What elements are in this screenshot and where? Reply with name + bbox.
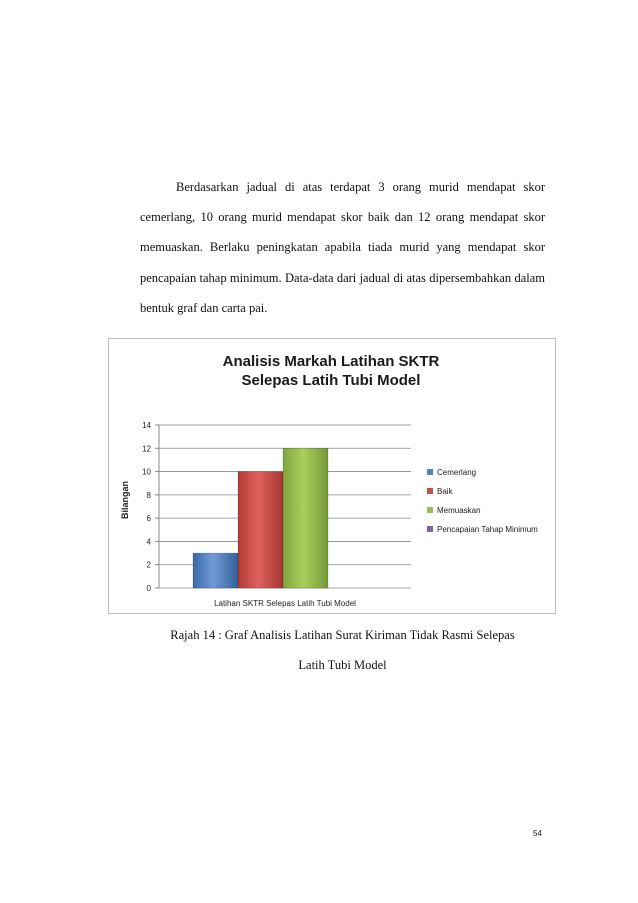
bar-cemerlang: [193, 553, 238, 588]
y-tick-label: 12: [142, 444, 151, 454]
y-tick-label: 8: [146, 490, 151, 500]
legend-swatch: [427, 488, 433, 494]
bar-baik: [238, 472, 283, 588]
y-tick-label: 14: [142, 421, 151, 430]
y-axis-label: Bilangan: [120, 480, 130, 520]
legend-swatch: [427, 507, 433, 513]
paragraph-text: Berdasarkan jadual di atas terdapat 3 orang murid mendapat skor cemerlang, 10 orang murid mendapat skor baik dan 12 orang mendapat skor memuaskan. Berlaku peningkatan apabila tiada murid yang mendapat skor pencapaian tahap minimum. Data-data dari jadual di atas dipersembahkan dalam bentuk graf dan carta pai.: [140, 180, 545, 315]
bar-memuaskan: [283, 448, 328, 588]
y-tick-label: 6: [146, 514, 151, 524]
x-tick-label: Latihan SKTR Selepas Latih Tubi Model: [214, 599, 356, 608]
y-tick-label: 10: [142, 467, 151, 477]
bar-chart: [109, 339, 555, 613]
figure-caption-line1: Rajah 14 : Graf Analisis Latihan Surat Kiriman Tidak Rasmi Selepas: [170, 628, 515, 642]
legend-label: Cemerlang: [437, 468, 477, 477]
y-tick-label: 0: [146, 584, 151, 593]
legend-swatch: [427, 526, 433, 532]
legend-swatch: [427, 469, 433, 475]
figure-caption-line2: Latih Tubi Model: [298, 658, 387, 672]
legend-label: Baik: [437, 487, 453, 496]
page-number: 54: [533, 829, 542, 838]
y-tick-label: 4: [146, 537, 151, 547]
chart-title-line1: Analisis Markah Latihan SKTR: [222, 353, 440, 370]
chart-title-line2: Selepas Latih Tubi Model: [241, 372, 421, 389]
legend-label: Pencapaian Tahap Minimum: [437, 525, 538, 534]
body-paragraph: [140, 172, 545, 323]
legend-label: Memuaskan: [437, 506, 481, 515]
y-tick-label: 2: [146, 560, 151, 570]
chart-container: [108, 338, 556, 614]
